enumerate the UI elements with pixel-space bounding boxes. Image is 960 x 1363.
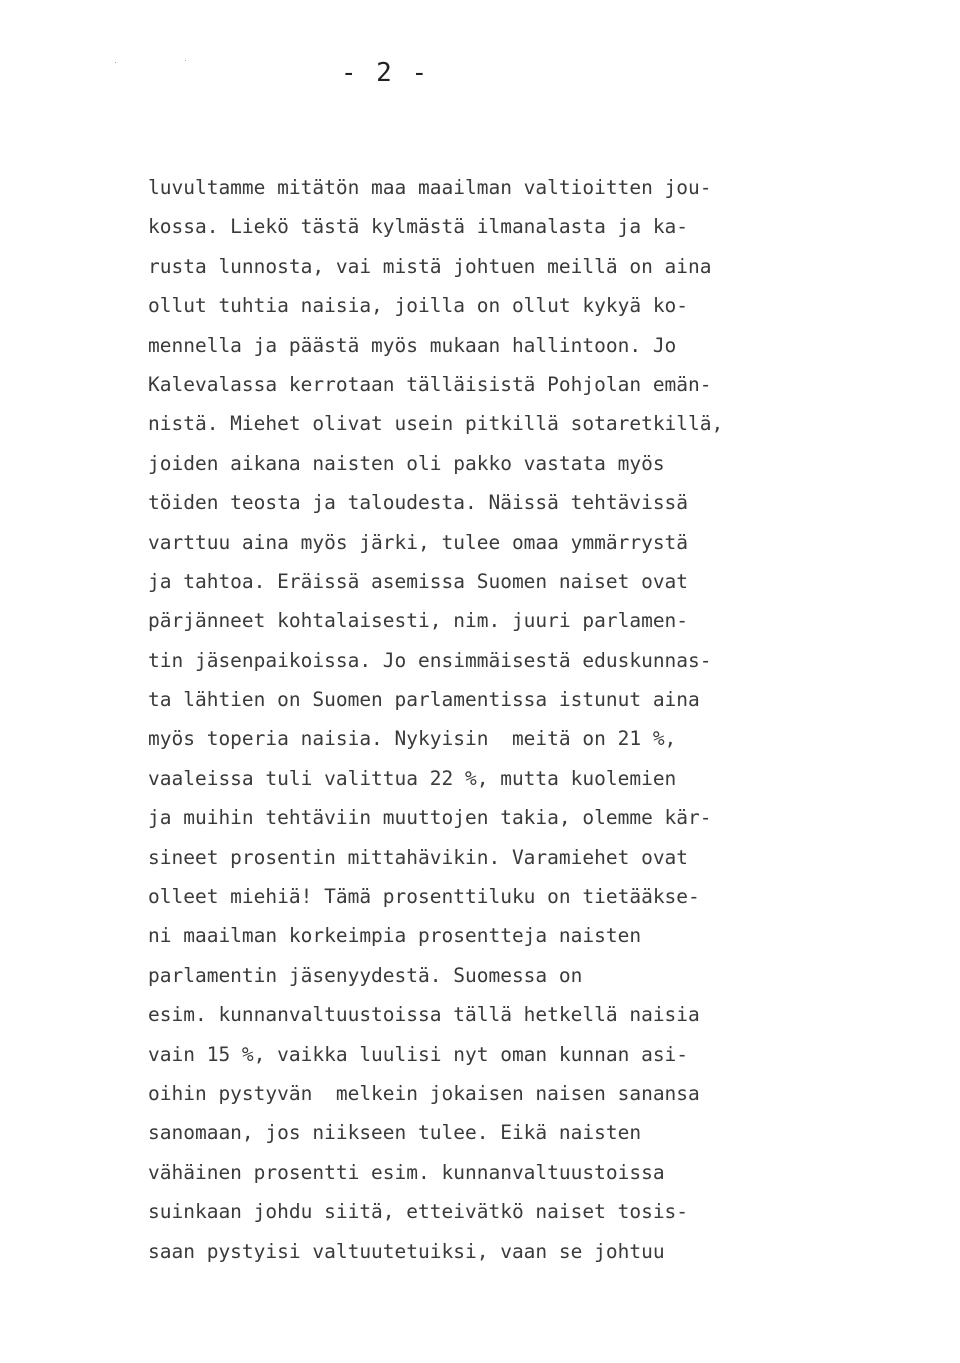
text-line: nistä. Miehet olivat usein pitkillä sotaretkillä,	[148, 412, 724, 436]
text-line: luvultamme mitätön maa maailman valtioitten jou-	[148, 176, 712, 199]
text-line: myös toperia naisia. Nykyisin meitä on 21 %,	[148, 727, 677, 751]
text-line: ta lähtien on Suomen parlamentissa istunut aina	[148, 688, 700, 712]
text-line: esim. kunnanvaltuustoissa tällä hetkellä naisia	[148, 1003, 700, 1027]
text-line: oihin pystyvän melkein jokaisen naisen sanansa	[148, 1081, 700, 1105]
paper-speck	[185, 60, 186, 61]
paper-speck	[115, 62, 116, 63]
text-line: tin jäsenpaikoissa. Jo ensimmäisestä eduskunnas-	[148, 648, 712, 672]
text-line: varttuu aina myös järki, tulee omaa ymmärrystä	[148, 530, 689, 554]
text-line: ja muihin tehtäviin muuttojen takia, olemme kär-	[148, 806, 712, 830]
text-line: parlamentin jäsenyydestä. Suomessa on	[148, 963, 583, 987]
text-line: suinkaan johdu siitä, etteivätkö naiset tosis-	[148, 1200, 689, 1224]
text-line: sineet prosentin mittahävikin. Varamiehet ovat	[148, 845, 689, 869]
text-line: mennella ja päästä myös mukaan hallintoon. Jo	[148, 333, 677, 357]
text-line: saan pystyisi valtuutetuiksi, vaan se johtuu	[148, 1239, 665, 1263]
text-line: vaaleissa tuli valittua 22 %, mutta kuolemien	[148, 766, 677, 790]
page-number: - 2 -	[340, 58, 430, 88]
text-line: pärjänneet kohtalaisesti, nim. juuri parlamen-	[148, 609, 689, 633]
typed-letter-body	[148, 168, 948, 1271]
text-line: ollut tuhtia naisia, joilla on ollut kykyä ko-	[148, 294, 689, 318]
text-line: olleet miehiä! Tämä prosenttiluku on tietääkse-	[148, 885, 700, 909]
text-line: vähäinen prosentti esim. kunnanvaltuustoissa	[148, 1160, 665, 1184]
text-line: sanomaan, jos niikseen tulee. Eikä naisten	[148, 1121, 642, 1145]
text-line: joiden aikana naisten oli pakko vastata myös	[148, 451, 665, 475]
text-line: rusta lunnosta, vai mistä johtuen meillä on aina	[148, 254, 712, 278]
text-line: vain 15 %, vaikka luulisi nyt oman kunnan asi-	[148, 1042, 689, 1066]
text-line: kossa. Liekö tästä kylmästä ilmanalasta ja ka-	[148, 215, 689, 239]
text-line: ja tahtoa. Eräissä asemissa Suomen naiset ovat	[148, 569, 689, 593]
text-line: ni maailman korkeimpia prosentteja naisten	[148, 924, 642, 948]
text-line: Kalevalassa kerrotaan tälläisistä Pohjolan emän-	[148, 372, 712, 396]
text-line: töiden teosta ja taloudesta. Näissä tehtävissä	[148, 491, 689, 515]
